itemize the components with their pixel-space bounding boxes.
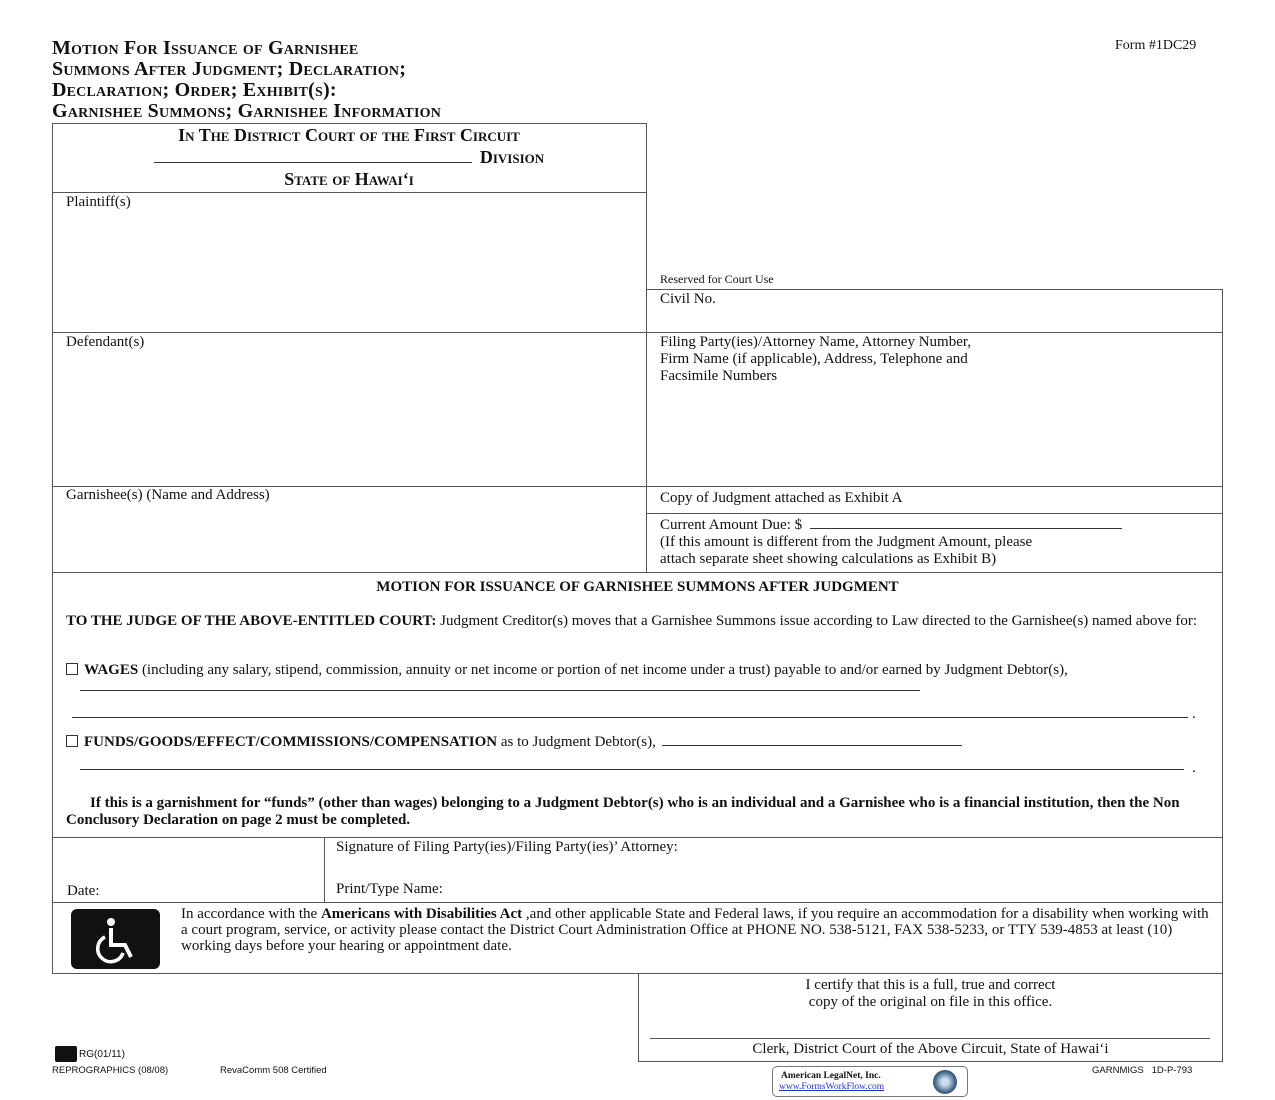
- reserved-label: Reserved for Court Use: [660, 272, 774, 286]
- plaintiff-field[interactable]: [52, 192, 647, 333]
- certify-line: copy of the original on file in this office.: [808, 994, 1053, 1010]
- civil-no-field[interactable]: [646, 289, 1223, 333]
- copy-judgment-label: Copy of Judgment attached as Exhibit A: [660, 490, 903, 506]
- reprographics: REPROGRAPHICS (08/08): [52, 1065, 169, 1076]
- to-judge: TO THE JUDGE OF THE ABOVE-ENTITLED COURT:: [66, 613, 437, 629]
- title-line: Summons After Judgment; Declaration;: [52, 58, 407, 80]
- note-line: attach separate sheet showing calculations as Exhibit B): [660, 551, 997, 567]
- ada-post: ,and other applicable State and Federal laws, if you require an accommodation for a disability when working with a court program, service, or activity please contact the District Court Administration Office at PHONE NO. 538-5121, FAX 538-5233, or TTY 539-4853 at least (10) working days before your hearing or appointment date.: [181, 906, 1209, 954]
- plaintiff-label: Plaintiff(s): [66, 194, 131, 210]
- defendant-label: Defendant(s): [66, 334, 145, 350]
- funds-debtor-input[interactable]: [662, 745, 962, 746]
- clerk-signature-line[interactable]: [650, 1038, 1210, 1039]
- date-label: Date:: [67, 883, 100, 899]
- amount-due-input[interactable]: [810, 528, 1122, 529]
- form-number: Form #1DC29: [1115, 38, 1197, 53]
- period: .: [1192, 760, 1196, 776]
- signature-label: Signature of Filing Party(ies)/Filing Party(ies)’ Attorney:: [336, 839, 678, 855]
- civil-no-label: Civil No.: [660, 291, 716, 307]
- certify-text: [638, 977, 1223, 1011]
- amount-note: [660, 534, 1032, 568]
- ada-text: [181, 906, 1211, 954]
- amount-due-label: Current Amount Due: $: [660, 517, 803, 533]
- division-line: [52, 146, 646, 168]
- filing-party-label: [660, 334, 971, 385]
- defendant-field[interactable]: [52, 332, 647, 487]
- wages-debtor-input-2[interactable]: [72, 706, 1188, 718]
- state-name: State of Hawai‘i: [284, 169, 414, 189]
- court-name: In The District Court of the First Circuit: [178, 125, 520, 145]
- form-title: [52, 38, 441, 122]
- vendor-badge[interactable]: [772, 1066, 968, 1097]
- garnishee-label: Garnishee(s) (Name and Address): [66, 487, 270, 503]
- wheelchair-icon: [71, 909, 160, 969]
- title-line: Motion For Issuance of Garnishee: [52, 37, 359, 59]
- print-name-label: Print/Type Name:: [336, 881, 443, 897]
- wages-debtor-input[interactable]: [80, 690, 920, 691]
- form-code: GARNMIGS 1D-P-793: [1092, 1065, 1193, 1076]
- motion-intro: [66, 613, 1206, 630]
- filing-line: Firm Name (if applicable), Address, Telephone and: [660, 351, 968, 367]
- rg-code: RG(01/11): [79, 1049, 125, 1060]
- filing-line: Facsimile Numbers: [660, 368, 778, 384]
- note-line: (If this amount is different from the Judgment Amount, please: [660, 534, 1033, 550]
- ada-pre: In accordance with the: [181, 906, 321, 922]
- title-line: Declaration; Order; Exhibit(s):: [52, 79, 337, 101]
- vendor-name: American LegalNet, Inc.: [781, 1071, 881, 1081]
- clerk-label: Clerk, District Court of the Above Circuit, State of Hawai‘i: [752, 1041, 1109, 1057]
- wages-label: WAGES: [84, 662, 139, 678]
- title-line: Garnishee Summons; Garnishee Information: [52, 100, 441, 122]
- funds-checkbox[interactable]: [66, 735, 78, 747]
- globe-icon: [933, 1070, 957, 1094]
- funds-debtor-input-2[interactable]: [80, 758, 1184, 770]
- ada-act: Americans with Disabilities Act: [320, 906, 523, 922]
- vendor-link[interactable]: www.FormsWorkFlow.com: [779, 1082, 885, 1092]
- intro-text: Judgment Creditor(s) moves that a Garnishee Summons issue according to Law directed to the Garnishee(s) named above for:: [436, 613, 1198, 629]
- amount-due: [660, 517, 1122, 534]
- filing-line: Filing Party(ies)/Attorney Name, Attorney Number,: [660, 334, 972, 350]
- financial-institution-notice: If this is a garnishment for “funds” (other than wages) belonging to a Judgment Debtor(s) who is an individual and a Garnishee who is a financial institution, then the Non Conclusory Declaration on page 2 must be completed.: [66, 795, 1180, 828]
- period: .: [1192, 706, 1196, 722]
- funds-option: [66, 734, 1206, 751]
- small-wheelchair-icon: [55, 1046, 77, 1062]
- wages-option: [66, 662, 1206, 696]
- funds-text: as to Judgment Debtor(s),: [497, 734, 656, 750]
- revacomm: RevaComm 508 Certified: [220, 1065, 327, 1076]
- division-label: Division: [479, 147, 545, 167]
- wages-checkbox[interactable]: [66, 663, 78, 675]
- certify-line: I certify that this is a full, true and correct: [805, 977, 1056, 993]
- wages-text: (including any salary, stipend, commission, annuity or net income or portion of net income under a trust) payable to and/or earned by Judgment Debtor(s),: [138, 662, 1068, 678]
- funds-label: FUNDS/GOODS/EFFECT/COMMISSIONS/COMPENSATION: [84, 734, 498, 750]
- motion-heading: MOTION FOR ISSUANCE OF GARNISHEE SUMMONS AFTER JUDGMENT: [376, 579, 899, 595]
